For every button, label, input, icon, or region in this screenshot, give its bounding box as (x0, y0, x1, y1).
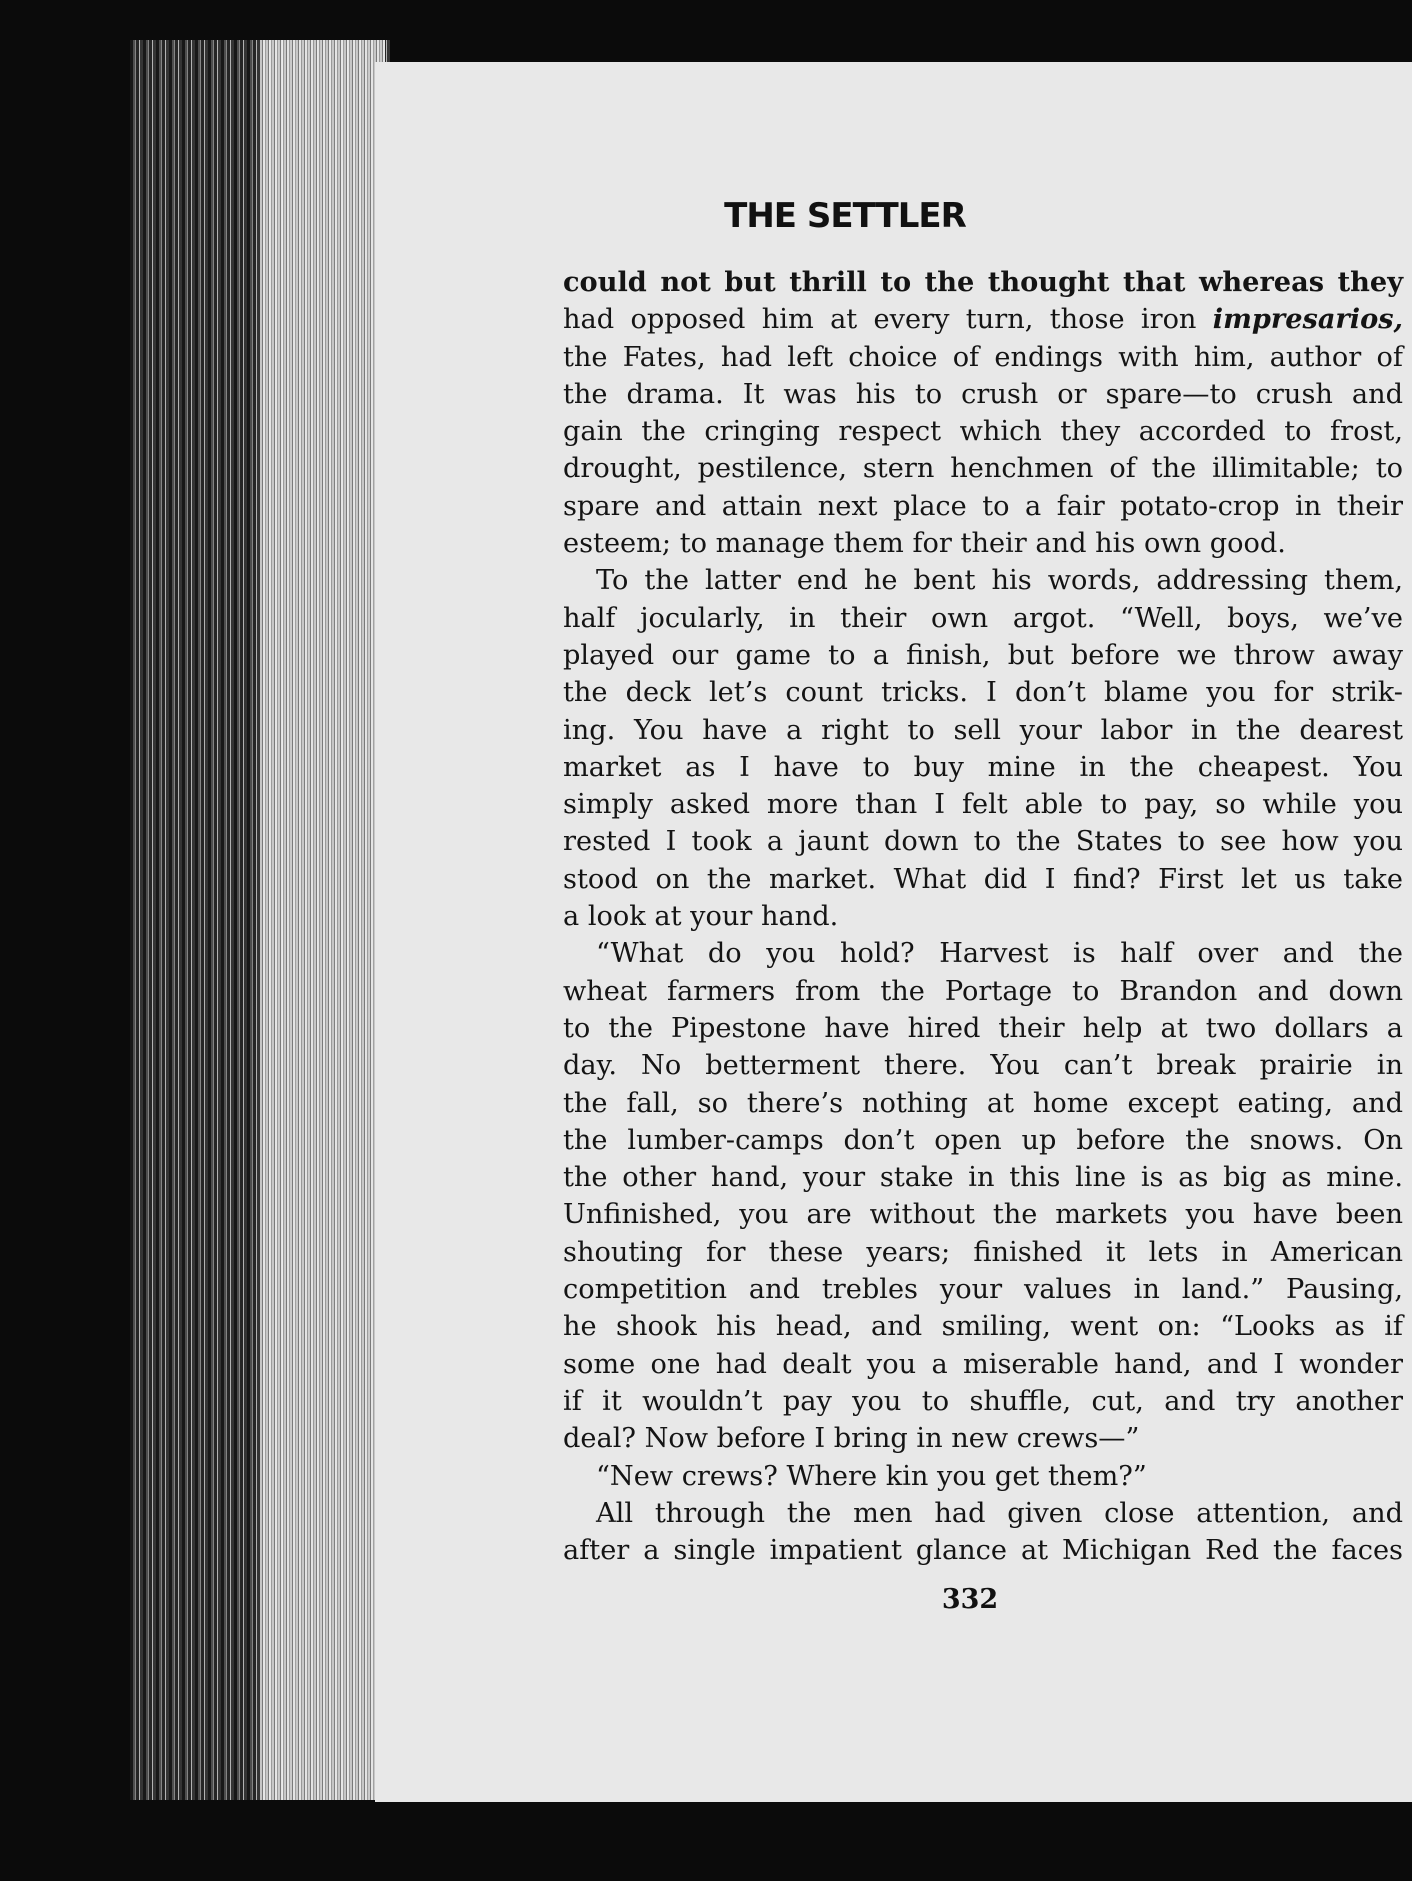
text-line: esteem; to manage them for their and his own good. (563, 528, 1286, 560)
text-line: shouting for these years; finished it lets in American (563, 1236, 1403, 1268)
italic-word: impresarios, (1212, 303, 1403, 336)
text-line: some one had dealt you a miserable hand, and I wonder (563, 1348, 1403, 1380)
text-line: the other hand, your stake in this line is as big as mine. (563, 1162, 1403, 1194)
text-line: wheat farmers from the Portage to Brandon and down (563, 975, 1403, 1007)
text-line: after a single impatient glance at Michigan Red the faces (563, 1535, 1403, 1567)
text-line: stood on the market. What did I find? First let us take (563, 863, 1403, 895)
text-line: drought, pestilence, stern henchmen of the illimitable; to (563, 453, 1403, 485)
text-line: if it wouldn’t pay you to shuffle, cut, and try another (563, 1385, 1403, 1417)
page-number: 332 (941, 1584, 999, 1615)
text-line: the fall, so there’s nothing at home except eating, and (563, 1087, 1403, 1119)
body-text (563, 264, 1403, 1569)
text-line: All through the men had given close attention, and (596, 1497, 1403, 1529)
text-line: he shook his head, and smiling, went on: “Looks as if (563, 1311, 1403, 1343)
text-line: had opposed him at every turn, those iron impresarios, (563, 303, 1403, 336)
text-line: a look at your hand. (563, 901, 839, 933)
text-line: gain the cringing respect which they accorded to frost, (563, 416, 1403, 448)
text-line: To the latter end he bent his words, addressing them, (596, 565, 1403, 597)
text-line: competition and trebles your values in land.” Pausing, (563, 1274, 1403, 1306)
text-line: market as I have to buy mine in the cheapest. You (563, 751, 1403, 783)
running-header: THE SETTLER (724, 196, 966, 236)
text-line: rested I took a jaunt down to the States to see how you (563, 826, 1403, 858)
text-line: “New crews? Where kin you get them?” (596, 1460, 1147, 1492)
book-page-edges-inner (260, 40, 385, 1800)
text-line: half jocularly, in their own argot. “Well, boys, we’ve (563, 602, 1403, 634)
text-line: deal? Now before I bring in new crews—” (563, 1423, 1140, 1455)
text-line: simply asked more than I felt able to pay, so while you (563, 789, 1403, 821)
text-line: ing. You have a right to sell your labor in the dearest (563, 714, 1403, 746)
text-line: the drama. It was his to crush or spare—to crush and (563, 378, 1403, 410)
text-line: spare and attain next place to a fair potato-crop in their (563, 490, 1403, 522)
text-line: “What do you hold? Harvest is half over and the (596, 938, 1403, 970)
text-line: day. No betterment there. You can’t break prairie in (563, 1050, 1403, 1082)
text-line: the Fates, had left choice of endings with him, author of (563, 341, 1403, 373)
text-line: Unfinished, you are without the markets you have been (563, 1199, 1403, 1231)
text-line: the deck let’s count tricks. I don’t blame you for strik- (563, 677, 1403, 709)
text-line: to the Pipestone have hired their help at two dollars a (563, 1012, 1403, 1044)
text-line: played our game to a finish, but before we throw away (563, 639, 1403, 671)
text-line: the lumber-camps don’t open up before the snows. On (563, 1124, 1403, 1156)
text-line: could not but thrill to the thought that whereas they (563, 266, 1403, 298)
